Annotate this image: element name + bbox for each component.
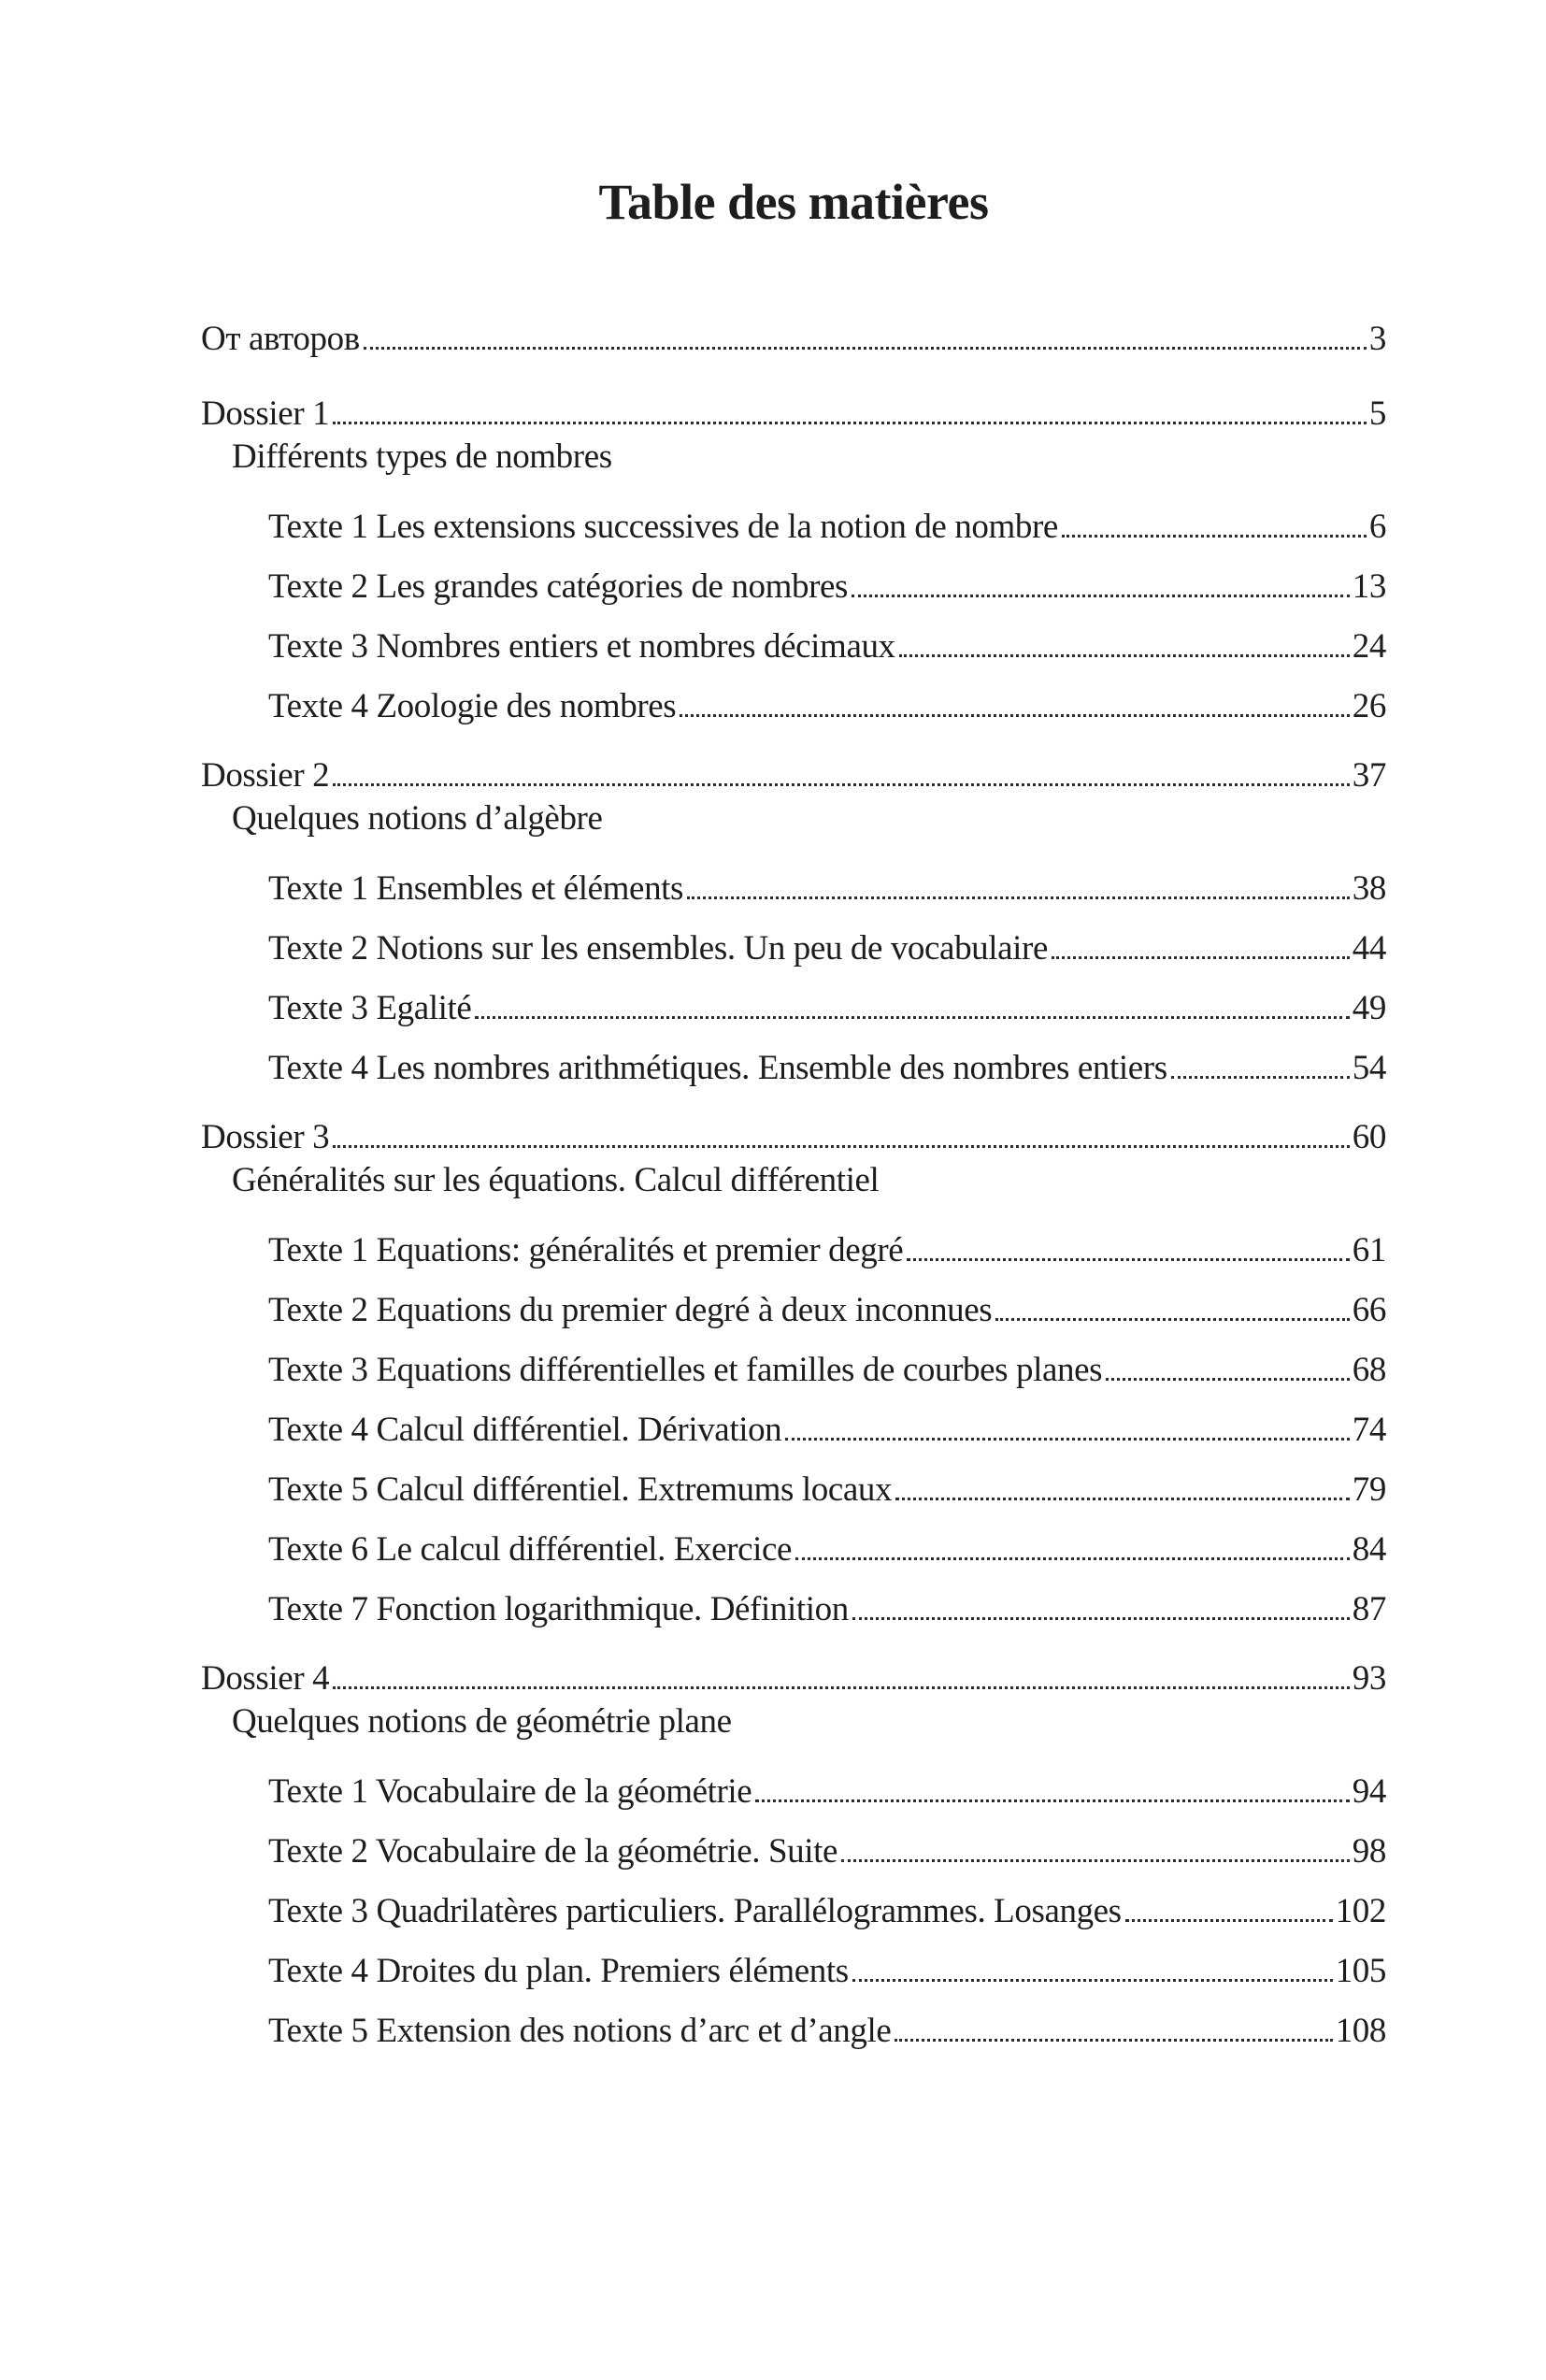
toc-texte-label: Texte 3 Quadrilatères particuliers. Parallélogrammes. Losanges bbox=[268, 1892, 1122, 1930]
page-number: 84 bbox=[1352, 1530, 1386, 1569]
toc-texte-label: Texte 2 Les grandes catégories de nombres bbox=[268, 567, 849, 606]
page-number: 60 bbox=[1352, 1118, 1386, 1156]
toc-texte-entry bbox=[201, 871, 1386, 907]
page-number: 87 bbox=[1352, 1590, 1386, 1628]
toc-subtitle-label: Généralités sur les équations. Calcul différentiel bbox=[232, 1161, 880, 1199]
dot-leader bbox=[1052, 956, 1350, 959]
dot-leader bbox=[841, 1859, 1350, 1862]
dot-leader bbox=[852, 1979, 1333, 1982]
dot-leader bbox=[899, 654, 1350, 657]
toc-dossier-subtitle bbox=[201, 1704, 1386, 1740]
toc-dossier-heading bbox=[201, 758, 1386, 794]
toc-dossier-heading bbox=[201, 1661, 1386, 1697]
toc-dossier-label: Dossier 4 bbox=[201, 1659, 330, 1698]
toc-dossier-heading bbox=[201, 396, 1386, 432]
toc-texte-entry bbox=[201, 1592, 1386, 1627]
page-number: 24 bbox=[1352, 627, 1386, 666]
toc-texte-label: Texte 1 Equations: généralités et premier degré bbox=[268, 1231, 904, 1269]
toc-texte-label: Texte 1 Les extensions successives de la notion de nombre bbox=[268, 508, 1058, 546]
page-number: 93 bbox=[1352, 1659, 1386, 1698]
dot-leader bbox=[995, 1318, 1349, 1321]
toc-texte-entry bbox=[201, 569, 1386, 605]
page-number: 3 bbox=[1368, 320, 1386, 358]
page-number: 61 bbox=[1352, 1231, 1386, 1269]
page-title: Table des matières bbox=[598, 174, 989, 230]
toc-subtitle-label: Quelques notions d’algèbre bbox=[232, 799, 603, 838]
dot-leader bbox=[687, 896, 1350, 899]
toc-texte-entry bbox=[201, 1412, 1386, 1448]
toc-dossier-label: Dossier 1 bbox=[201, 394, 330, 433]
toc-texte-label: Texte 4 Calcul différentiel. Dérivation bbox=[268, 1411, 782, 1449]
toc-dossier-subtitle bbox=[201, 439, 1386, 475]
page-number: 26 bbox=[1352, 687, 1386, 725]
dot-leader bbox=[333, 783, 1350, 786]
dot-leader bbox=[1171, 1076, 1350, 1079]
toc-page bbox=[0, 172, 1546, 2380]
toc-dossier-subtitle bbox=[201, 1163, 1386, 1198]
toc-texte-label: Texte 7 Fonction logarithmique. Définition bbox=[268, 1590, 849, 1628]
toc-texte-entry bbox=[201, 1774, 1386, 1810]
toc-texte-label: Texte 1 Ensembles et éléments bbox=[268, 869, 684, 908]
toc-texte-entry bbox=[201, 629, 1386, 665]
toc-texte-entry bbox=[201, 991, 1386, 1026]
dot-leader bbox=[895, 2039, 1332, 2042]
dot-leader bbox=[1125, 1919, 1333, 1922]
toc-texte-entry bbox=[201, 2014, 1386, 2049]
page-number: 54 bbox=[1352, 1049, 1386, 1087]
dot-leader bbox=[333, 1145, 1350, 1148]
dot-leader bbox=[852, 1617, 1350, 1620]
toc-dossier-label: Dossier 3 bbox=[201, 1118, 330, 1156]
toc-subtitle-label: Différents types de nombres bbox=[232, 437, 612, 476]
toc-texte-label: Texte 4 Zoologie des nombres bbox=[268, 687, 677, 725]
page-number: 68 bbox=[1352, 1351, 1386, 1389]
toc-texte-entry bbox=[201, 1954, 1386, 1989]
toc-texte-label: Texte 5 Extension des notions d’arc et d’angle bbox=[268, 2012, 892, 2050]
page-number: 105 bbox=[1335, 1952, 1386, 1990]
toc-texte-label: Texte 5 Calcul différentiel. Extremums locaux bbox=[268, 1470, 893, 1509]
toc-dossier-subtitle bbox=[201, 801, 1386, 837]
dot-leader bbox=[475, 1016, 1349, 1019]
toc-texte-entry bbox=[201, 689, 1386, 724]
toc-entry-label: От авторов bbox=[201, 320, 360, 358]
toc-dossier-label: Dossier 2 bbox=[201, 756, 330, 795]
dot-leader bbox=[895, 1498, 1350, 1500]
toc-texte-entry bbox=[201, 1233, 1386, 1269]
toc-texte-label: Texte 4 Les nombres arithmétiques. Ensemble des nombres entiers bbox=[268, 1049, 1167, 1087]
toc-texte-label: Texte 2 Equations du premier degré à deux inconnues bbox=[268, 1291, 993, 1329]
page-number: 94 bbox=[1352, 1772, 1386, 1811]
toc-texte-entry bbox=[201, 1051, 1386, 1086]
toc-texte-entry bbox=[201, 1894, 1386, 1929]
toc-texte-label: Texte 2 Vocabulaire de la géométrie. Suite bbox=[268, 1832, 838, 1871]
page-number: 108 bbox=[1335, 2012, 1386, 2050]
dot-leader bbox=[785, 1438, 1350, 1441]
dot-leader bbox=[795, 1557, 1350, 1560]
toc-texte-label: Texte 3 Egalité bbox=[268, 989, 472, 1027]
dot-leader bbox=[364, 347, 1367, 350]
page-number: 13 bbox=[1352, 567, 1386, 606]
toc-texte-entry bbox=[201, 1293, 1386, 1328]
page-number: 98 bbox=[1352, 1832, 1386, 1871]
toc-texte-label: Texte 6 Le calcul différentiel. Exercice bbox=[268, 1530, 793, 1569]
dot-leader bbox=[333, 1686, 1350, 1689]
toc-texte-label: Texte 3 Nombres entiers et nombres décimaux bbox=[268, 627, 895, 666]
toc-subtitle-label: Quelques notions de géométrie plane bbox=[232, 1702, 732, 1741]
page-number: 102 bbox=[1335, 1892, 1386, 1930]
dot-leader bbox=[1062, 535, 1367, 538]
page-number: 44 bbox=[1352, 929, 1386, 968]
page-number: 79 bbox=[1352, 1470, 1386, 1509]
dot-leader bbox=[755, 1799, 1349, 1802]
page-number: 38 bbox=[1352, 869, 1386, 908]
dot-leader bbox=[852, 595, 1350, 597]
toc-texte-entry bbox=[201, 1353, 1386, 1388]
toc-texte-entry bbox=[201, 931, 1386, 967]
page-number: 5 bbox=[1368, 394, 1386, 433]
page-number: 37 bbox=[1352, 756, 1386, 795]
toc-texte-label: Texte 2 Notions sur les ensembles. Un peu de vocabulaire bbox=[268, 929, 1049, 968]
toc-texte-label: Texte 3 Equations différentielles et familles de courbes planes bbox=[268, 1351, 1103, 1389]
dot-leader bbox=[680, 714, 1350, 717]
page-number: 49 bbox=[1352, 989, 1386, 1027]
dot-leader bbox=[907, 1258, 1350, 1261]
page-number: 74 bbox=[1352, 1411, 1386, 1449]
toc-entry bbox=[201, 322, 1386, 357]
toc-dossier-heading bbox=[201, 1120, 1386, 1155]
toc-texte-label: Texte 1 Vocabulaire de la géométrie bbox=[268, 1772, 752, 1811]
dot-leader bbox=[333, 422, 1367, 424]
toc-texte-entry bbox=[201, 1532, 1386, 1568]
toc-texte-entry bbox=[201, 1472, 1386, 1508]
toc-texte-entry bbox=[201, 1834, 1386, 1870]
page-number: 66 bbox=[1352, 1291, 1386, 1329]
dot-leader bbox=[1106, 1378, 1350, 1381]
toc-texte-label: Texte 4 Droites du plan. Premiers éléments bbox=[268, 1952, 849, 1990]
page-number: 6 bbox=[1368, 508, 1386, 546]
toc-texte-entry bbox=[201, 509, 1386, 545]
